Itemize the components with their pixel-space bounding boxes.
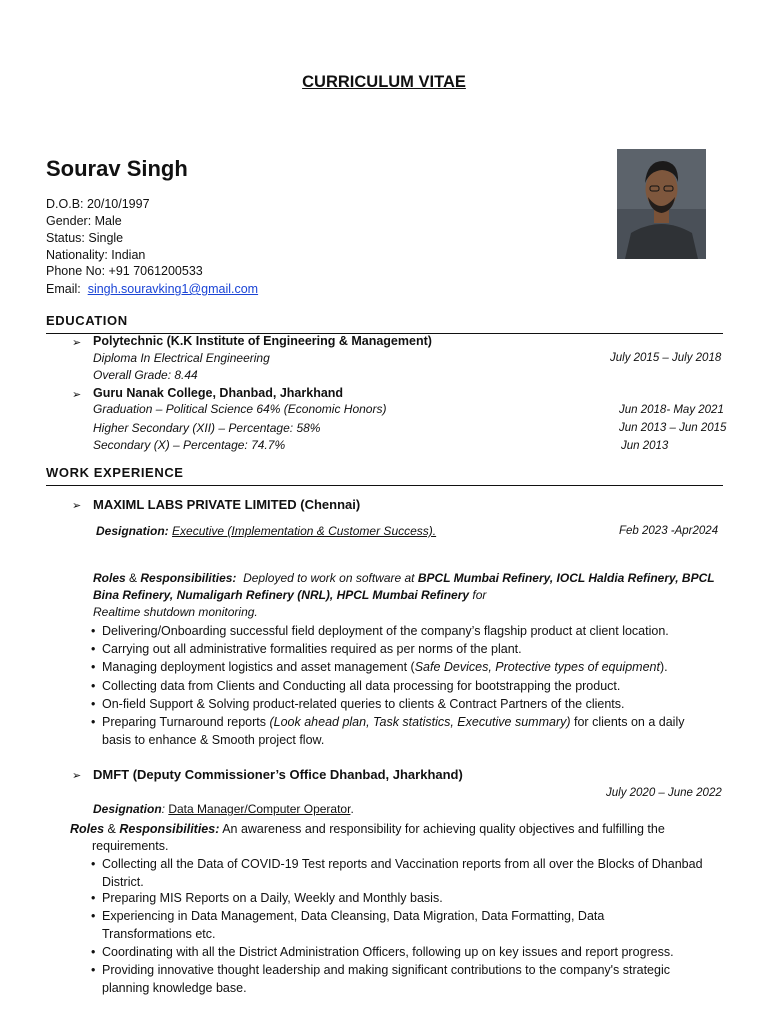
edu-2-date-2: Jun 2013 – Jun 2015 [619, 422, 727, 434]
list-item: • Collecting all the Data of COVID-19 Test reports and Vaccination reports from all over the Blocks of Dhanbad District. [91, 857, 703, 889]
edu-2-line-3: Secondary (X) – Percentage: 74.7% [93, 438, 286, 452]
document-title: CURRICULUM VITAE [302, 73, 466, 91]
job1-company: MAXIML LABS PRIVATE LIMITED (Chennai) [93, 497, 361, 512]
dob: D.O.B: 20/10/1997 [46, 197, 150, 211]
edu-2-line-2: Higher Secondary (XII) – Percentage: 58% [93, 421, 321, 435]
job1-designation-label: Designation: [96, 524, 169, 538]
list-item: • Managing deployment logistics and asset management (Safe Devices, Protective types of equipment). [91, 660, 668, 674]
edu-1-date: July 2015 – July 2018 [610, 352, 722, 364]
bullet-icon: • [91, 909, 96, 923]
job1-designation: Executive (Implementation & Customer Success). [172, 524, 437, 538]
edu-2-date-1: Jun 2018- May 2021 [619, 404, 724, 416]
email-link[interactable]: singh.souravking1@gmail.com [87, 282, 259, 296]
email-row [46, 281, 258, 297]
nationality: Nationality: Indian [46, 248, 146, 262]
phone: Phone No: +91 7061200533 [46, 264, 203, 278]
education-heading: EDUCATION [46, 313, 128, 328]
gender: Gender: Male [46, 214, 122, 228]
list-item: • On-field Support & Solving product-related queries to clients & Contract Partners of the clients. [91, 697, 625, 711]
edu-institution-1: Polytechnic (K.K Institute of Engineering & Management) [93, 334, 432, 348]
list-item: • Delivering/Onboarding successful field deployment of the company’s flagship product at client location. [91, 624, 669, 638]
arrow-bullet-icon: ➢ [72, 337, 82, 349]
person-silhouette-icon [617, 149, 706, 259]
edu-2-line-1: Graduation – Political Science 64% (Economic Honors) [93, 402, 387, 416]
job1-roles-for: for [472, 588, 487, 602]
job2-roles-text2: requirements. [92, 839, 169, 853]
list-item: • Collecting data from Clients and Conducting all data processing for bootstrapping the product. [91, 679, 621, 693]
job2-company: DMFT (Deputy Commissioner’s Office Dhanbad, Jharkhand) [93, 767, 463, 782]
job2-roles-label: Roles [70, 822, 105, 836]
list-item: • Providing innovative thought leadership and making significant contributions to the company's strategic planning knowledge base. [91, 963, 670, 995]
job1-amp: & [129, 571, 138, 585]
job2-designation-label: Designation [93, 802, 162, 816]
candidate-name: Sourav Singh [46, 156, 188, 181]
bullet-icon: • [91, 697, 96, 711]
job1-designation-row [96, 524, 436, 538]
edu-2-date-3: Jun 2013 [621, 440, 669, 452]
list-item: • Experiencing in Data Management, Data Cleansing, Data Migration, Data Formatting, Data Transformations etc. [91, 909, 605, 941]
profile-photo [617, 149, 706, 259]
status: Status: Single [46, 231, 124, 245]
job1-roles-label: Roles [93, 571, 126, 585]
job1-resp-label: Responsibilities: [140, 571, 237, 585]
job2-roles-text: An awareness and responsibility for achieving quality objectives and fulfilling the [222, 822, 665, 836]
bullet-icon: • [91, 857, 96, 871]
bullet-icon: • [91, 891, 96, 905]
arrow-bullet-icon: ➢ [72, 770, 82, 782]
job2-date: July 2020 – June 2022 [606, 787, 722, 799]
job2-amp: & [107, 822, 116, 836]
job1-roles-tail: Realtime shutdown monitoring. [93, 605, 258, 619]
bullet-icon: • [91, 963, 96, 977]
job2-designation-row: Designation: Data Manager/Computer Operator. [93, 802, 354, 816]
bullet-icon: • [91, 642, 96, 656]
job1-date: Feb 2023 -Apr2024 [619, 525, 719, 537]
edu-institution-2: Guru Nanak College, Dhanbad, Jharkhand [93, 386, 344, 400]
work-divider [46, 485, 723, 486]
bullet-icon: • [91, 679, 96, 693]
work-heading: WORK EXPERIENCE [46, 465, 184, 480]
edu-1-line-1: Diploma In Electrical Engineering [93, 351, 270, 365]
job2-designation: Data Manager/Computer Operator [168, 802, 351, 816]
arrow-bullet-icon: ➢ [72, 500, 82, 512]
edu-1-line-2: Overall Grade: 8.44 [93, 368, 198, 382]
list-item: • Coordinating with all the District Administration Officers, following up on key issues and report progress. [91, 945, 674, 959]
bullet-icon: • [91, 715, 96, 729]
job2-resp-label: Responsibilities: [119, 822, 220, 836]
email-label: Email: [46, 282, 81, 296]
job2-roles [70, 821, 720, 855]
list-item: • Preparing Turnaround reports (Look ahead plan, Task statistics, Executive summary) for clients on a daily basis to enhance & Smooth project flow. [91, 715, 685, 747]
job1-roles [93, 570, 718, 621]
list-item: • Preparing MIS Reports on a Daily, Weekly and Monthly basis. [91, 891, 443, 905]
bullet-icon: • [91, 945, 96, 959]
job1-roles-intro: Deployed to work on software at [243, 571, 415, 585]
arrow-bullet-icon: ➢ [72, 389, 82, 401]
bullet-icon: • [91, 660, 96, 674]
bullet-icon: • [91, 624, 96, 638]
list-item: • Carrying out all administrative formalities required as per norms of the plant. [91, 642, 522, 656]
job1-sites: BPCL Mumbai Refinery, IOCL Haldia Refinery, BPCL Bina Refinery, Numaligarh Refinery (NRL), HPCL Mumbai Refinery [93, 571, 715, 602]
